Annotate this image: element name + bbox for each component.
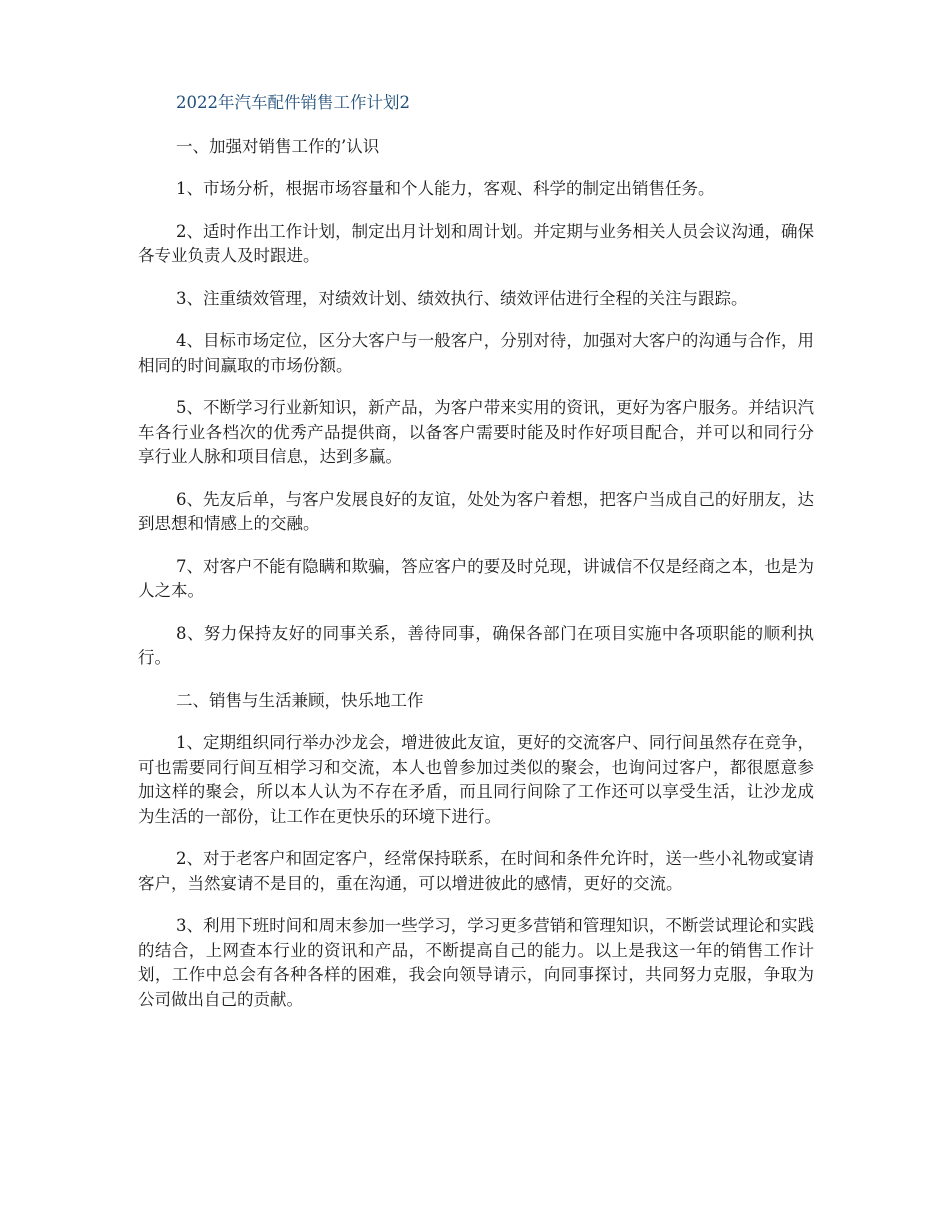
- paragraph: 4、目标市场定位，区分大客户与一般客户，分别对待，加强对大客户的沟通与合作，用相同的时间赢取的市场份额。: [138, 331, 814, 375]
- section-heading-2: 二、销售与生活兼顾，快乐地工作: [176, 690, 424, 710]
- paragraph: 2、对于老客户和固定客户，经常保持联系，在时间和条件允许时，送一些小礼物或宴请客户，当然宴请不是目的，重在沟通，可以增进彼此的感情，更好的交流。: [138, 849, 814, 893]
- paragraph: 6、先友后单，与客户发展良好的友谊，处处为客户着想，把客户当成自己的好朋友，达到思想和情感上的交融。: [138, 489, 814, 533]
- document-body: [138, 91, 814, 1030]
- paragraph: 7、对客户不能有隐瞒和欺骗，答应客户的要及时兑现，讲诚信不仅是经商之本，也是为人之本。: [138, 556, 814, 600]
- section-heading-1: 一、加强对销售工作的’认识: [176, 136, 380, 156]
- document-title: 2022年汽车配件销售工作计划2: [176, 93, 410, 112]
- paragraph: 8、努力保持友好的同事关系，善待同事，确保各部门在项目实施中各项职能的顺利执行。: [138, 623, 814, 667]
- paragraph: 3、注重绩效管理，对绩效计划、绩效执行、绩效评估进行全程的关注与跟踪。: [176, 288, 748, 308]
- paragraph: 1、市场分析，根据市场容量和个人能力，客观、科学的制定出销售任务。: [176, 179, 715, 198]
- paragraph: 2、适时作出工作计划，制定出月计划和周计划。并定期与业务相关人员会议沟通，确保各专业负责人及时跟进。: [138, 221, 814, 265]
- paragraph: 1、定期组织同行举办沙龙会，增进彼此友谊，更好的交流客户、同行间虽然存在竞争，可也需要同行间互相学习和交流，本人也曾参加过类似的聚会，也询问过客户，都很愿意参加这样的聚会，所以本人认为不存在矛盾，而且同行间除了工作还可以享受生活，让沙龙成为生活的一部份，让工作在更快乐的环境下进行。: [138, 733, 814, 826]
- paragraph: 5、不断学习行业新知识，新产品，为客户带来实用的资讯，更好为客户服务。并结识汽车各行业各档次的优秀产品提供商，以备客户需要时能及时作好项目配合，并可以和同行分享行业人脉和项目信息，达到多赢。: [138, 398, 814, 466]
- paragraph: 3、利用下班时间和周末参加一些学习，学习更多营销和管理知识，不断尝试理论和实践的结合，上网查本行业的资讯和产品，不断提高自己的能力。以上是我这一年的销售工作计划，工作中总会有各种各样的困难，我会向领导请示，向同事探讨，共同努力克服，争取为公司做出自己的贡献。: [138, 916, 814, 1009]
